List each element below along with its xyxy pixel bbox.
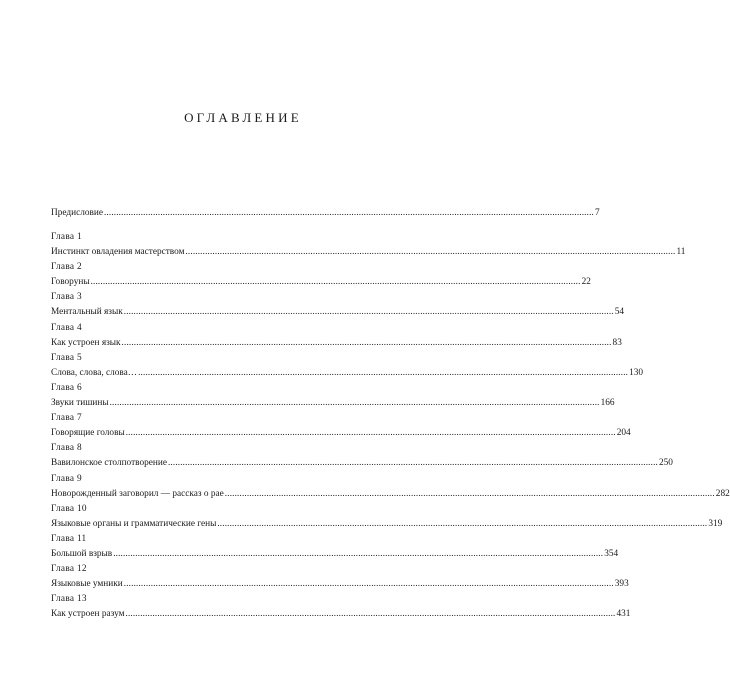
dot-leader: ........................................................................................................................................................................................................ <box>109 396 600 407</box>
chapter-label: Глава 9 <box>51 473 82 484</box>
toc-chapter[interactable] <box>51 563 629 593</box>
toc-chapter[interactable] <box>51 533 619 563</box>
toc-entry <box>51 335 622 349</box>
toc-entry <box>51 486 730 500</box>
chapter-label: Глава 3 <box>51 292 82 303</box>
dot-leader: ........................................................................................................................................................................................................ <box>125 608 616 619</box>
chapter-label: Глава 12 <box>51 564 87 575</box>
dot-leader: ........................................................................................................................................................................................................ <box>123 306 614 317</box>
toc-entry <box>51 425 631 439</box>
dot-leader: ........................................................................................................................................................................................................ <box>138 366 629 377</box>
chapter-label: Глава 8 <box>51 443 82 454</box>
chapter-label: Глава 1 <box>51 232 82 242</box>
toc-entry <box>51 365 644 379</box>
toc-page-number: 354 <box>604 548 619 559</box>
toc-entry <box>51 576 629 590</box>
toc-entry-title: Инстинкт овладения мастерством <box>51 247 185 257</box>
toc-chapter[interactable] <box>51 412 631 442</box>
toc-page-number: 431 <box>616 609 631 620</box>
toc-entry-title: Новорожденный заговорил — рассказ о рае <box>51 488 224 499</box>
toc-entry <box>51 516 723 530</box>
toc-chapter[interactable] <box>51 442 673 472</box>
dot-leader: ........................................................................................................................................................................................................ <box>103 207 594 217</box>
toc-entry <box>51 304 625 318</box>
toc-entry-title: Ментальный язык <box>51 307 123 318</box>
dot-leader: ........................................................................................................................................................................................................ <box>121 336 612 347</box>
toc-entry-title: Звуки тишины <box>51 397 109 408</box>
chapter-label: Глава 6 <box>51 382 82 393</box>
chapter-label: Глава 5 <box>51 352 82 363</box>
toc-entry <box>51 274 591 288</box>
chapter-list <box>51 231 730 623</box>
toc-chapter[interactable] <box>51 503 723 533</box>
chapter-label: Глава 13 <box>51 594 87 605</box>
page-title: ОГЛАВЛЕНИЕ <box>184 110 302 125</box>
toc-page-number: 282 <box>715 488 730 499</box>
toc-chapter[interactable] <box>51 291 625 321</box>
dot-leader: ........................................................................................................................................................................................................ <box>123 578 614 589</box>
toc-page-number: 393 <box>614 579 629 590</box>
dot-leader: ........................................................................................................................................................................................................ <box>224 487 715 498</box>
chapter-label: Глава 11 <box>51 533 87 544</box>
toc-entry-title: Как устроен язык <box>51 337 121 348</box>
dot-leader: ........................................................................................................................................................................................................ <box>185 246 676 256</box>
toc-entry-title: Слова, слова, слова… <box>51 367 138 378</box>
toc-page-number: 11 <box>676 247 686 257</box>
toc-page-number: 130 <box>629 367 644 378</box>
toc-entry-title: Языковые органы и грамматические гены <box>51 518 217 529</box>
toc-entry-preface[interactable] <box>51 205 600 219</box>
toc-entry-title: Говоруны <box>51 277 90 288</box>
chapter-label: Глава 7 <box>51 413 82 424</box>
chapter-label: Глава 2 <box>51 262 82 273</box>
toc-page-number: 204 <box>616 428 631 439</box>
chapter-label: Глава 10 <box>51 503 87 514</box>
toc-entry <box>51 244 686 258</box>
toc-entry <box>51 546 619 560</box>
dot-leader: ........................................................................................................................................................................................................ <box>167 457 658 468</box>
dot-leader: ........................................................................................................................................................................................................ <box>217 517 708 528</box>
toc-page-number: 250 <box>658 458 673 469</box>
toc-entry-title: Говорящие головы <box>51 428 125 439</box>
toc-page-number: 22 <box>581 277 591 288</box>
toc-entry <box>51 395 615 409</box>
toc-entry-title: Языковые умники <box>51 579 123 590</box>
toc-page-number: 83 <box>612 337 622 348</box>
toc-chapter[interactable] <box>51 352 644 382</box>
toc-entry-title: Как устроен разум <box>51 609 125 620</box>
toc-chapter[interactable] <box>51 261 591 291</box>
dot-leader: ........................................................................................................................................................................................................ <box>90 276 581 287</box>
toc-chapter[interactable] <box>51 593 631 623</box>
dot-leader: ........................................................................................................................................................................................................ <box>113 547 604 558</box>
toc-chapter[interactable] <box>51 473 730 503</box>
dot-leader: ........................................................................................................................................................................................................ <box>125 427 616 438</box>
toc-chapter[interactable] <box>51 231 686 261</box>
toc-entry-title: Большой взрыв <box>51 548 113 559</box>
toc-page-number: 166 <box>600 397 615 408</box>
table-of-contents <box>51 205 730 623</box>
toc-entry-title: Предисловие <box>51 208 103 218</box>
toc-entry <box>51 455 673 469</box>
toc-page-number: 319 <box>708 518 723 529</box>
chapter-label: Глава 4 <box>51 322 82 333</box>
toc-chapter[interactable] <box>51 382 615 412</box>
toc-entry-title: Вавилонское столпотворение <box>51 458 167 469</box>
toc-chapter[interactable] <box>51 322 622 352</box>
toc-page-number: 7 <box>594 208 600 218</box>
toc-entry <box>51 606 631 620</box>
toc-page-number: 54 <box>614 307 625 318</box>
